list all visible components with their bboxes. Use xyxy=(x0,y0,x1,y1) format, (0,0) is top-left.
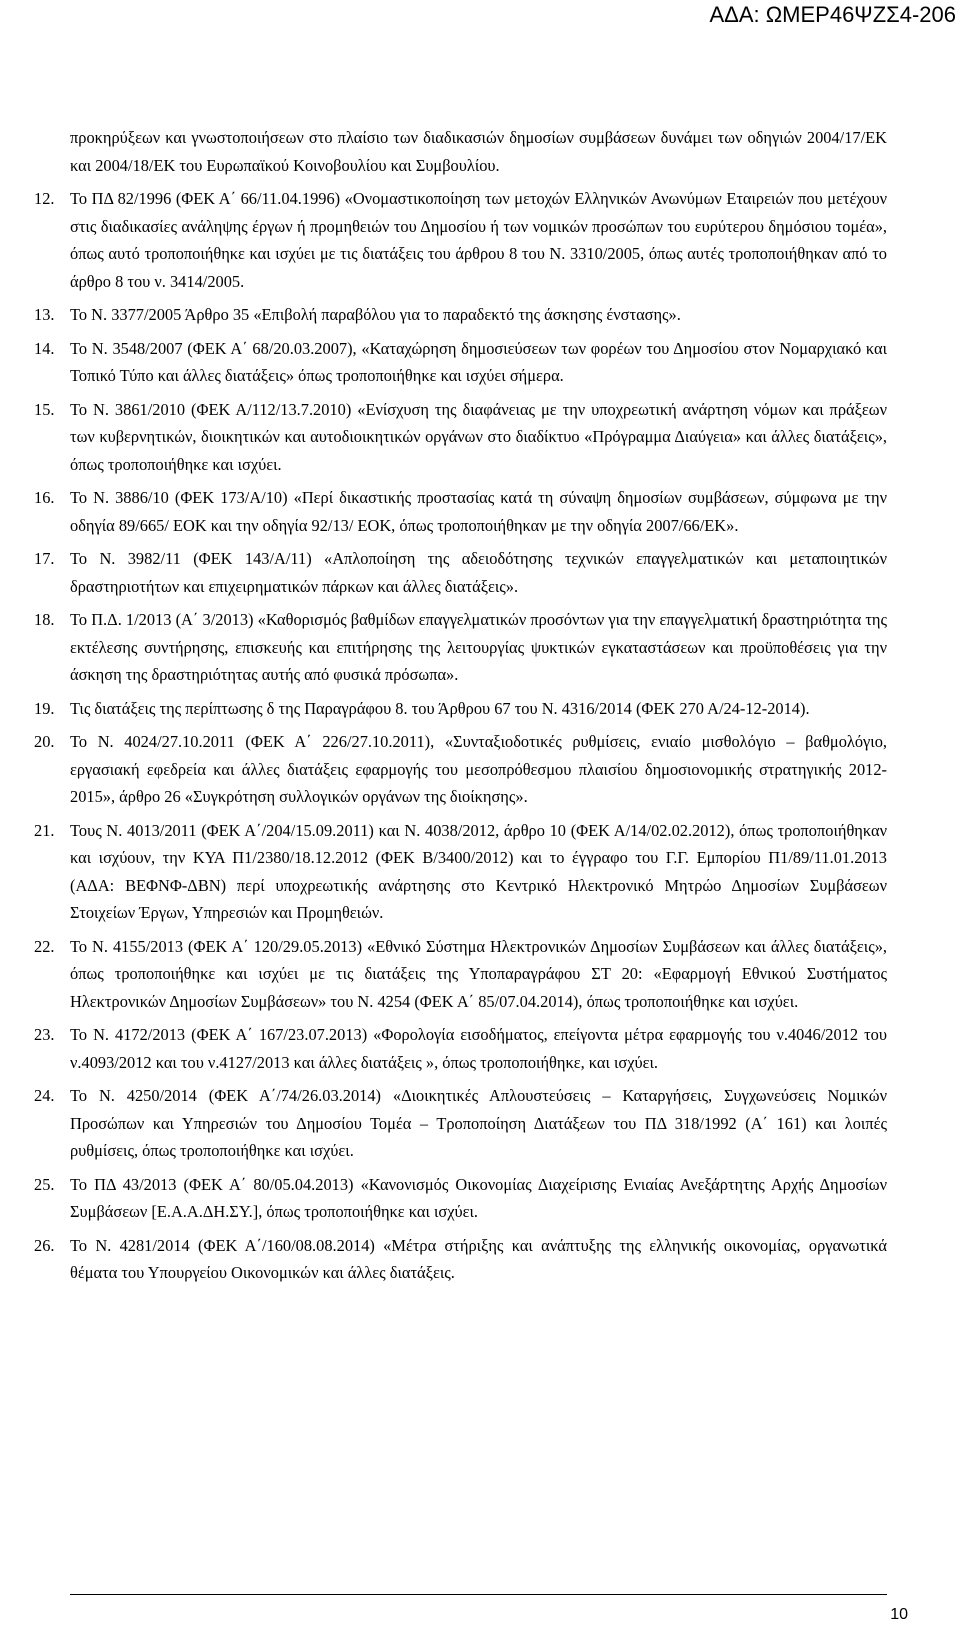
list-item xyxy=(34,933,887,1016)
item-text: Τους Ν. 4013/2011 (ΦΕΚ Α΄/204/15.09.2011) και Ν. 4038/2012, άρθρο 10 (ΦΕΚ Α/14/02.02.2012), όπως τροποποιήθηκαν και ισχύουν, την ΚΥΑ Π1/2380/18.12.2012 (ΦΕΚ Β/3400/2012) και το έγγραφο του Γ.Γ. Εμπορίου Π1/89/11.01.2013 (ΑΔΑ: ΒΕΦΝΦ-ΔΒΝ) περί υποχρεωτικής ανάρτησης στο Κεντρικό Ηλεκτρονικό Μητρώο Δημοσίων Συμβάσεων Στοιχείων Έργων, Υπηρεσιών και Προμηθειών. xyxy=(70,820,887,922)
list-item xyxy=(34,695,887,723)
item-text: Το Ν. 4281/2014 (ΦΕΚ Α΄/160/08.08.2014) «Μέτρα στήριξης και ανάπτυξης της ελληνικής οικονομίας, οργανωτικά θέματα του Υπουργείου Οικονομικών και άλλες διατάξεις. xyxy=(70,1235,887,1282)
list-item xyxy=(34,1171,887,1226)
item-text: Το Ν. 4250/2014 (ΦΕΚ Α΄/74/26.03.2014) «Διοικητικές Απλουστεύσεις – Καταργήσεις, Συγχωνεύσεις Νομικών Προσώπων και Υπηρεσιών του Δημοσίου Τομέα – Τροποποίηση Διατάξεων του ΠΔ 318/1992 (Α΄ 161) και λοιπές ρυθμίσεις, όπως τροποποιήθηκε και ισχύει. xyxy=(70,1086,887,1160)
list-item xyxy=(34,817,887,927)
item-text: Τις διατάξεις της περίπτωσης δ της Παραγράφου 8. του Άρθρου 67 του Ν. 4316/2014 (ΦΕΚ 270 Α/24-12-2014). xyxy=(70,698,810,718)
item-number: 23. xyxy=(34,1025,55,1044)
item-text: Το Ν. 3886/10 (ΦΕΚ 173/Α/10) «Περί δικαστικής προστασίας κατά τη σύναψη δημοσίων συμβάσεων, σύμφωνα με την οδηγία 89/665/ ΕΟΚ και την οδηγία 92/13/ ΕΟΚ, όπως τροποποιήθηκαν με την οδηγία 2007/66/ΕΚ». xyxy=(70,488,887,535)
list-item xyxy=(34,301,887,329)
legal-basis-list xyxy=(34,185,887,1287)
item-text: Το ΠΔ 82/1996 (ΦΕΚ Α΄ 66/11.04.1996) «Ονομαστικοποίηση των μετοχών Ελληνικών Ανωνύμων Εταιρειών που μετέχουν στις διαδικασίες ανάληψης έργων ή προμηθειών του Δημοσίου ή των νομικών προσώπων του ευρύτερου δημόσιου τομέα», όπως αυτό τροποποιήθηκε και ισχύει με τις διατάξεις του άρθρου 8 του Ν. 3310/2005, όπως αυτές τροποποιήθηκαν από το άρθρο 8 του ν. 3414/2005. xyxy=(70,189,887,291)
item-text: Το Ν. 3548/2007 (ΦΕΚ Α΄ 68/20.03.2007), «Καταχώρηση δημοσιεύσεων των φορέων του Δημοσίου στον Νομαρχιακό και Τοπικό Τύπο και άλλες διατάξεις» όπως τροποποιήθηκε και ισχύει σήμερα. xyxy=(70,338,887,385)
list-item xyxy=(34,396,887,479)
item-number: 26. xyxy=(34,1235,55,1255)
list-item xyxy=(34,1021,887,1076)
item-number: 19. xyxy=(34,698,55,718)
item-number: 12. xyxy=(34,189,55,208)
item-number: 17. xyxy=(34,549,55,568)
item-number: 18. xyxy=(34,610,55,629)
item-number: 16. xyxy=(34,488,55,507)
intro-paragraph: προκηρύξεων και γνωστοποιήσεων στο πλαίσιο των διαδικασιών δημοσίων συμβάσεων δυνάμει των οδηγιών 2004/17/ΕΚ και 2004/18/ΕΚ του Ευρωπαϊκού Κοινοβουλίου και Συμβουλίου. xyxy=(70,128,887,175)
item-number: 13. xyxy=(34,305,55,324)
list-item xyxy=(34,1232,887,1287)
item-number: 25. xyxy=(34,1174,55,1194)
item-text: Το Π.Δ. 1/2013 (Α΄ 3/2013) «Καθορισμός βαθμίδων επαγγελματικών προσόντων για την επαγγελματική δραστηριότητα της εκτέλεσης συντήρησης, επισκευής και επιτήρησης της λειτουργίας ψυκτικών εγκαταστάσεων και προϋποθέσεις για την άσκηση της δραστηριότητας αυτής από φυσικά πρόσωπα». xyxy=(70,610,887,684)
item-number: 21. xyxy=(34,820,55,840)
item-number: 24. xyxy=(34,1086,55,1105)
item-number: 14. xyxy=(34,338,55,358)
list-item xyxy=(34,484,887,539)
item-text: Το Ν. 3861/2010 (ΦΕΚ Α/112/13.7.2010) «Ενίσχυση της διαφάνειας με την υποχρεωτική ανάρτηση νόμων και πράξεων των κυβερνητικών, διοικητικών και αυτοδιοικητικών οργάνων στο διαδίκτυο «Πρόγραμμα Διαύγεια» και άλλες διατάξεις», όπως τροποποιήθηκε και ισχύει. xyxy=(70,399,887,474)
list-item xyxy=(34,1082,887,1165)
list-item xyxy=(34,185,887,295)
page-number: 10 xyxy=(890,1606,908,1623)
item-text: Το ΠΔ 43/2013 (ΦΕΚ Α΄ 80/05.04.2013) «Κανονισμός Οικονομίας Διαχείρισης Ενιαίας Ανεξάρτητης Αρχής Δημοσίων Συμβάσεων [Ε.Α.Α.ΔΗ.ΣΥ.], όπως τροποποιήθηκε και ισχύει. xyxy=(70,1174,887,1221)
item-number: 20. xyxy=(34,732,55,751)
item-number: 22. xyxy=(34,936,55,956)
list-item xyxy=(34,545,887,600)
list-item xyxy=(34,728,887,811)
ada-header: ΑΔΑ: ΩΜΕΡ46ΨΖΣ4-206 xyxy=(709,2,956,27)
item-text: Το Ν. 4024/27.10.2011 (ΦΕΚ Α΄ 226/27.10.2011), «Συνταξιοδοτικές ρυθμίσεις, ενιαίο μισθολόγιο – βαθμολόγιο, εργασιακή εφεδρεία και άλλες διατάξεις εφαρμογής του μεσοπρόθεσμου πλαισίου δημοσιονομικής στρατηγικής 2012-2015», άρθρο 26 «Συγκρότηση συλλογικών οργάνων της διοίκησης». xyxy=(70,732,887,806)
item-text: Το Ν. 3982/11 (ΦΕΚ 143/Α/11) «Απλοποίηση της αδειοδότησης τεχνικών επαγγελματικών και μεταποιητικών δραστηριοτήτων και επιχειρηματικών πάρκων και άλλες διατάξεις». xyxy=(70,549,887,596)
item-text: Το Ν. 4172/2013 (ΦΕΚ Α΄ 167/23.07.2013) «Φορολογία εισοδήματος, επείγοντα μέτρα εφαρμογής του ν.4046/2012 του ν.4093/2012 και του ν.4127/2013 και άλλες διατάξεις », όπως τροποποιήθηκε, και ισχύει. xyxy=(70,1025,887,1072)
item-text: Το Ν. 3377/2005 Άρθρο 35 «Επιβολή παραβόλου για το παραδεκτό της άσκησης ένστασης». xyxy=(70,305,681,324)
document-body xyxy=(34,124,887,1293)
item-number: 15. xyxy=(34,399,55,419)
item-text: Το Ν. 4155/2013 (ΦΕΚ Α΄ 120/29.05.2013) «Εθνικό Σύστημα Ηλεκτρονικών Δημοσίων Συμβάσεων και άλλες διατάξεις», όπως τροποποιήθηκε και ισχύει με τις διατάξεις της Υποπαραγράφου ΣΤ 20: «Εφαρμογή Εθνικού Συστήματος Ηλεκτρονικών Δημοσίων Συμβάσεων» του Ν. 4254 (ΦΕΚ Α΄ 85/07.04.2014), όπως τροποποιήθηκε και ισχύει. xyxy=(70,936,887,1011)
list-item xyxy=(34,606,887,689)
list-item xyxy=(34,335,887,390)
footer-divider xyxy=(70,1594,887,1595)
